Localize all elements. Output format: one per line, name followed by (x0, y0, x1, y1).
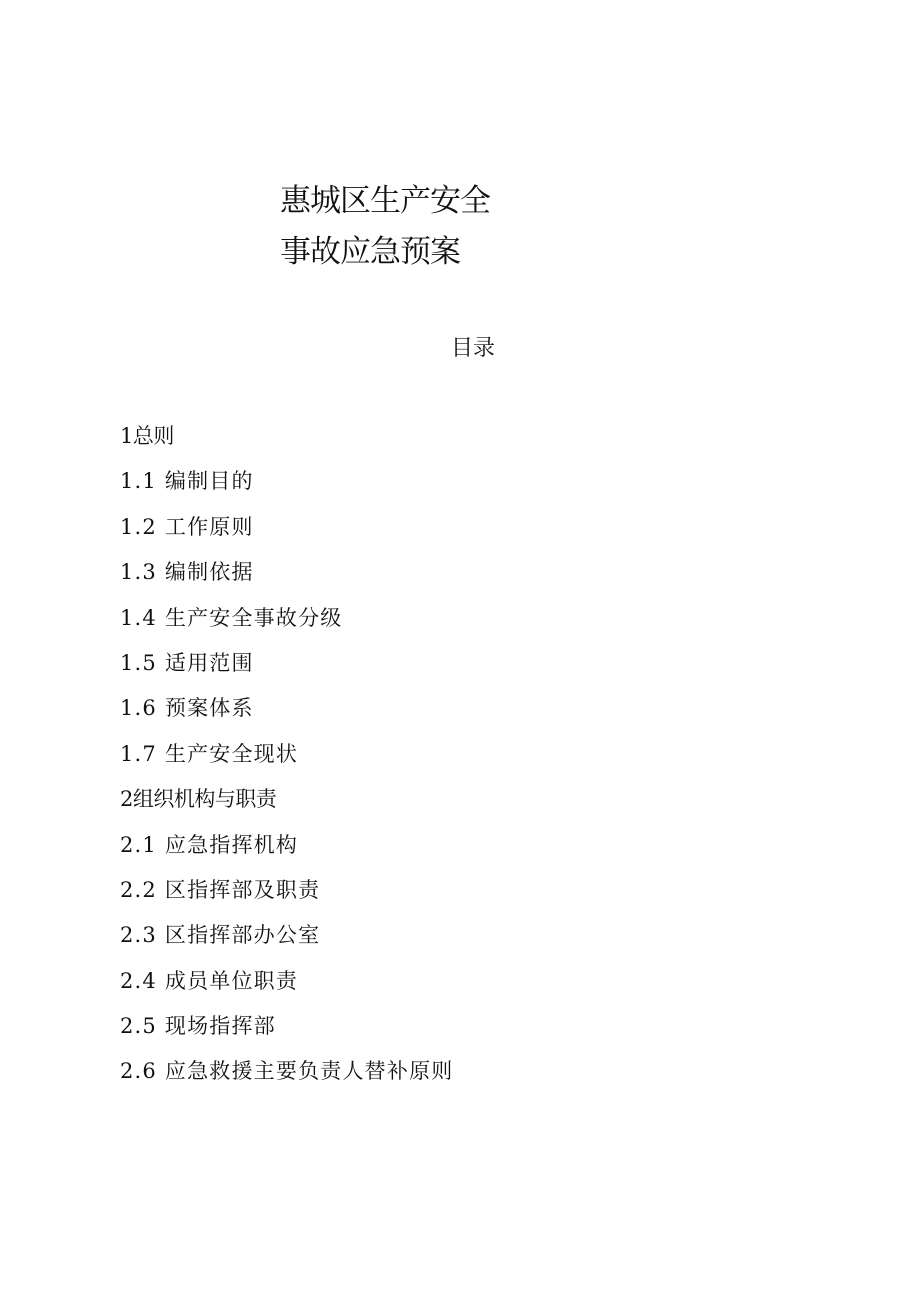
toc-entry: 1.1 编制目的 (120, 469, 254, 494)
toc-entry: 1.5 适用范围 (120, 650, 254, 675)
toc-entry: 2.2 区指挥部及职责 (120, 877, 321, 902)
toc-entry: 1.7 生产安全现状 (120, 741, 299, 766)
toc-entry: 2.4 成员单位职责 (120, 968, 299, 993)
document-title (280, 176, 490, 278)
toc-entry: 2.1 应急指挥机构 (120, 832, 299, 857)
toc-entry: 2.3 区指挥部办公室 (120, 923, 321, 948)
toc-entry: 1.4 生产安全事故分级 (120, 605, 343, 630)
toc-entry: 1.3 编制依据 (120, 560, 254, 585)
table-of-contents (120, 421, 453, 1102)
document-title-line-1: 惠城区生产安全 (280, 183, 490, 219)
toc-entry: 1.2 工作原则 (120, 514, 254, 539)
toc-heading: 目录 (451, 336, 496, 361)
toc-entry: 2.6 应急救援主要负责人替补原则 (120, 1059, 454, 1084)
toc-entry: 2.5 现场指挥部 (120, 1014, 276, 1039)
toc-entry: 2组织机构与职责 (120, 787, 277, 812)
toc-entry: 1.6 预案体系 (120, 696, 254, 721)
toc-entry: 1总则 (120, 424, 174, 448)
document-title-line-2: 事故应急预案 (280, 234, 460, 270)
